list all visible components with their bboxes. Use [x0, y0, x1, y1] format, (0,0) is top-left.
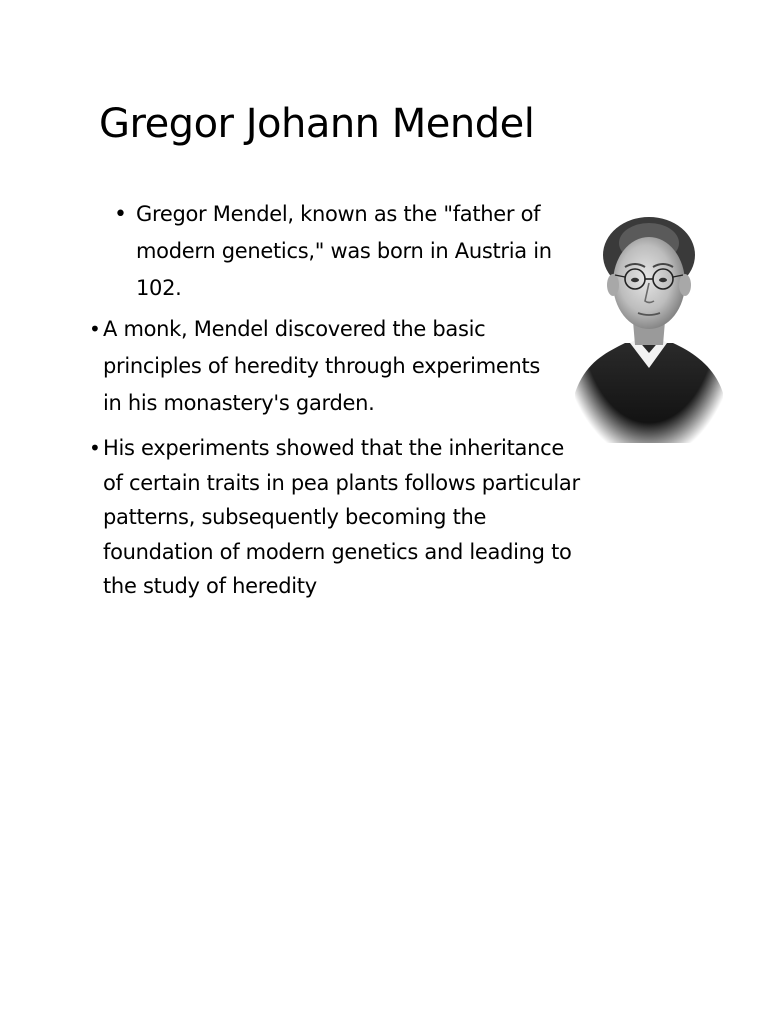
- page-title: Gregor Johann Mendel: [99, 101, 535, 147]
- bullet-text: His experiments showed that the inheritance of certain traits in pea plants follows particular patterns, subsequently becoming the foundation of modern genetics and leading to the study of heredity: [103, 436, 580, 598]
- bullet-marker: •: [89, 436, 101, 460]
- bullet-item: [114, 196, 566, 307]
- bullet-item: [89, 311, 553, 422]
- bullet-marker: •: [114, 202, 127, 227]
- bullet-text: Gregor Mendel, known as the "father of modern genetics," was born in Austria in 102.: [136, 202, 552, 300]
- mendel-portrait: [575, 203, 723, 443]
- bullet-item: [89, 431, 583, 604]
- bullet-marker: •: [89, 317, 101, 341]
- bullet-text: A monk, Mendel discovered the basic principles of heredity through experiments in his monastery's garden.: [103, 317, 541, 415]
